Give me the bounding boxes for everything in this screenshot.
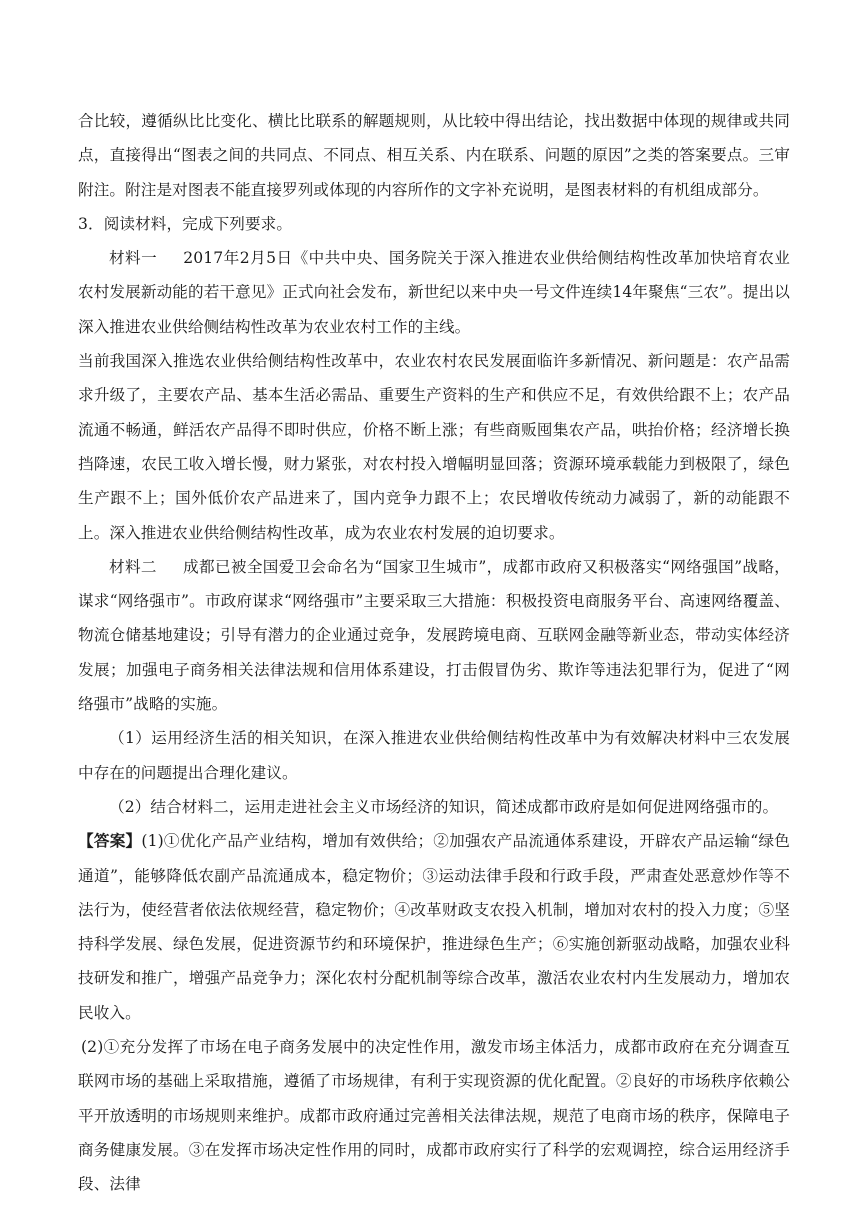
material-two-text: 成都已被全国爱卫会命名为“国家卫生城市”，成都市政府又积极落实“网络强国”战略，谋求“网络强市”。市政府谋求“网络强市”主要采取三大措施：积极投资电商服务平台、高速网络覆盖、物流仓储基地建设；引导有潜力的企业通过竞争，发展跨境电商、互联网金融等新业态，带动实体经济发展；加强电子商务相关法律法规和信用体系建设，打击假冒伪劣、欺诈等违法犯罪行为，促进了“网络强市”战略的实施。 [78, 557, 790, 714]
material-two-paragraph [78, 550, 790, 721]
document-page [78, 104, 790, 1202]
question-heading: 3．阅读材料，完成下列要求。 [78, 214, 293, 233]
answer-one-paragraph [78, 824, 790, 1030]
answer-label: 【答案】 [78, 831, 142, 851]
intro-paragraph: 合比较，遵循纵比比变化、横比比联系的解题规则，从比较中得出结论，找出数据中体现的规律或共同点，直接得出“图表之间的共同点、不同点、相互关系、内在联系、问题的原因”之类的答案要点。三审附注。附注是对图表不能直接罗列或体现的内容所作的文字补充说明，是图表材料的有机组成部分。 [78, 112, 790, 199]
material-one-text: 2017年2月5日《中共中央、国务院关于深入推进农业供给侧结构性改革加快培育农业农村发展新动能的若干意见》正式向社会发布，新世纪以来中央一号文件连续14年聚焦“三农”。提出以深入推进农业供给侧结构性改革为农业农村工作的主线。 [78, 249, 790, 336]
question-two: （2）结合材料二，运用走进社会主义市场经济的知识，简述成都市政府是如何促进网络强市的。 [109, 797, 779, 816]
answer-one-text: (1)①优化产品产业结构，增加有效供给；②加强农产品流通体系建设，开辟农产品运输“绿色通道”，能够降低农副产品流通成本，稳定物价；③运动法律手段和行政手段，严肃查处恶意炒作等不法行为，使经营者依法依规经营，稳定物价；④改革财政支农投入机制，增加对农村的投入力度；⑤坚持科学发展、绿色发展，促进资源节约和环境保护，推进绿色生产；⑥实施创新驱动战略，加强农业科技研发和推广，增强产品竞争力；深化农村分配机制等综合改革，激活农业农村内生发展动力，增加农民收入。 [78, 832, 790, 1022]
material-two-label: 材料二 [109, 557, 157, 576]
material-one-paragraph-2: 当前我国深入推选农业供给侧结构性改革中，农业农村农民发展面临许多新情况、新问题是：农产品需求升级了，主要农产品、基本生活必需品、重要生产资料的生产和供应不足，有效供给跟不上；农产品流通不畅通，鲜活农产品得不即时供应，价格不断上涨；有些商贩囤集农产品，哄抬价格；经济增长换挡降速，农民工收入增长慢，财力紧张，对农村投入增幅明显回落；资源环境承载能力到极限了，绿色生产跟不上；国外低价农产品进来了，国内竞争力跟不上；农民增收传统动力减弱了，新的动能跟不上。深入推进农业供给侧结构性改革，成为农业农村发展的迫切要求。 [78, 352, 790, 542]
material-one-paragraph [78, 241, 790, 344]
question-one: （1）运用经济生活的相关知识，在深入推进农业供给侧结构性改革中为有效解决材料中三农发展中存在的问题提出合理化建议。 [78, 729, 790, 782]
answer-two-paragraph: (2)①充分发挥了市场在电子商务发展中的决定性作用，激发市场主体活力，成都市政府在充分调查互联网市场的基础上采取措施，遵循了市场规律，有利于实现资源的优化配置。②良好的市场秩序依赖公平开放透明的市场规则来维护。成都市政府通过完善相关法律法规，规范了电商市场的秩序，保障电子商务健康发展。③在发挥市场决定性作用的同时，成都市政府实行了科学的宏观调控，综合运用经济手段、法律 [78, 1038, 790, 1194]
material-one-label: 材料一 [109, 249, 158, 268]
